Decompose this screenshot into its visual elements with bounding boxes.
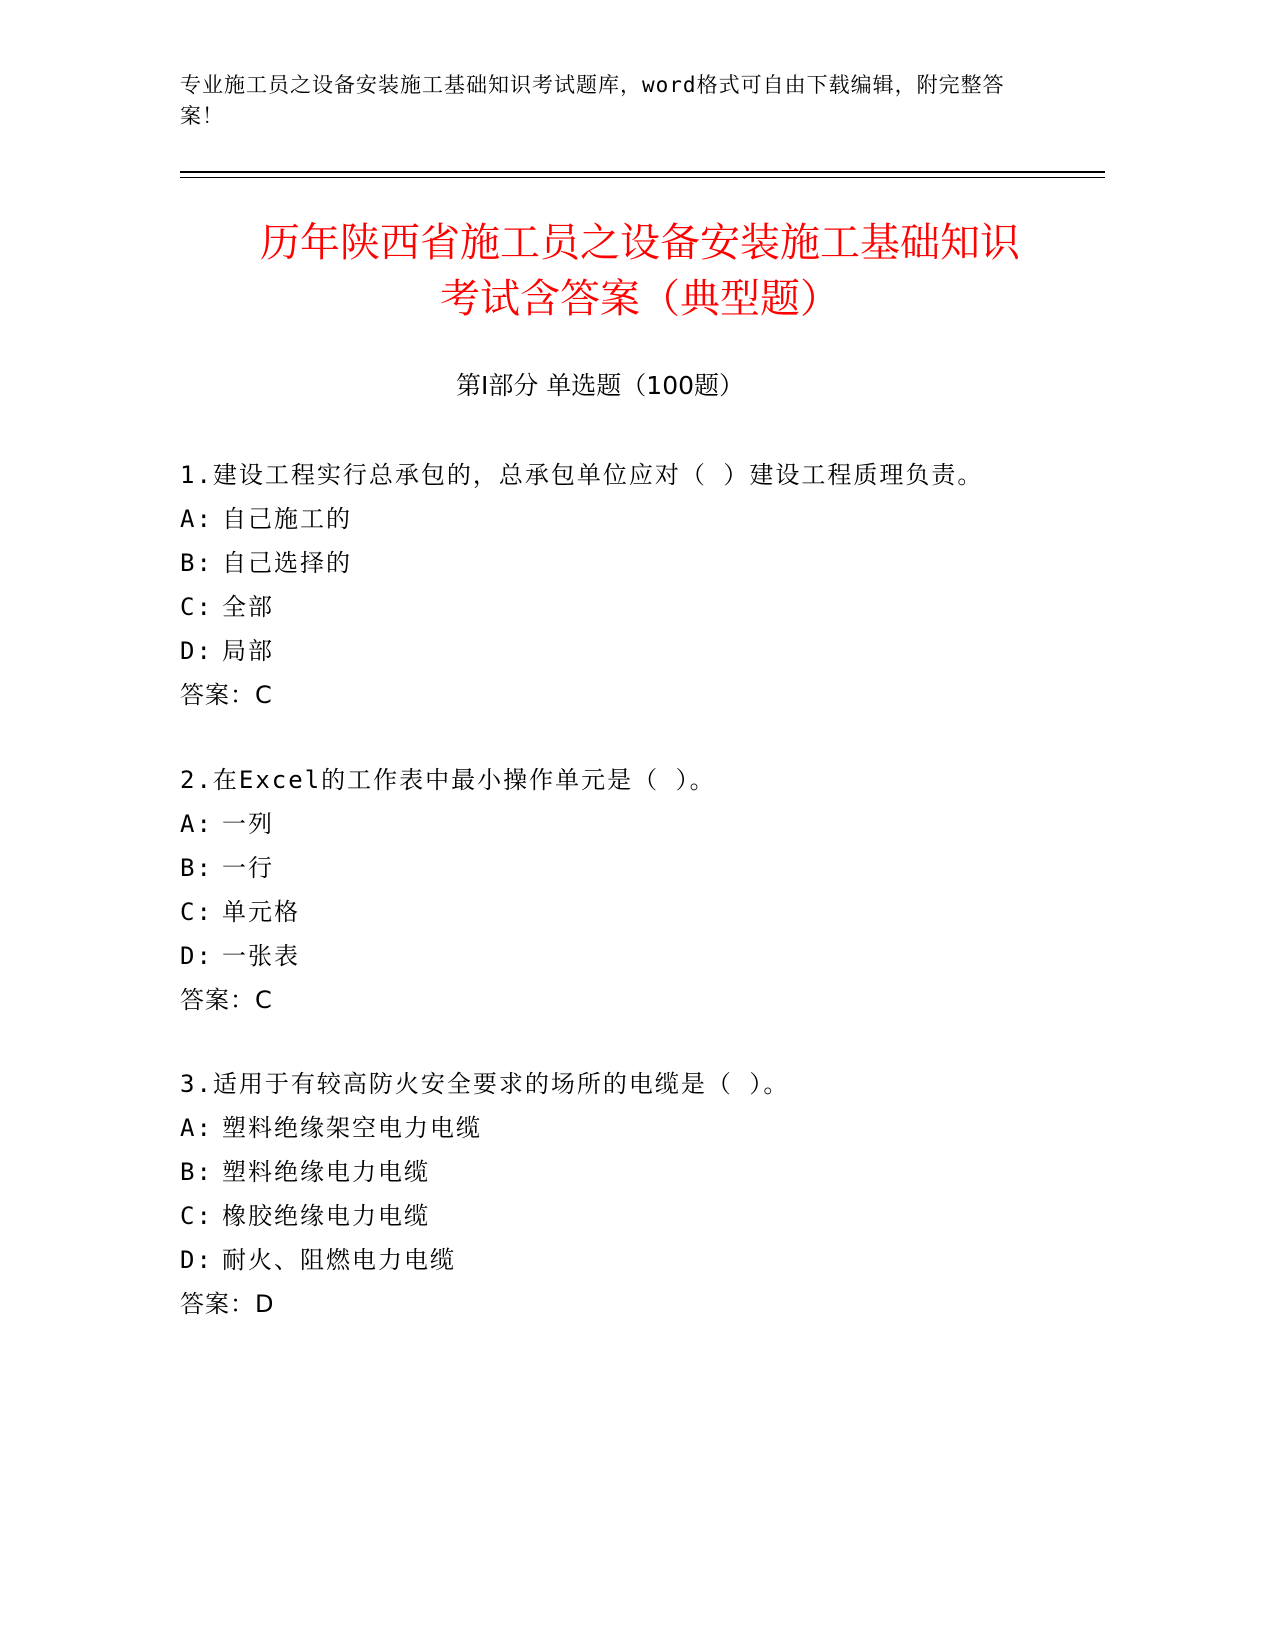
option-text: 一列 xyxy=(222,810,274,838)
option-b xyxy=(180,846,1100,890)
option-letter: C: xyxy=(180,898,213,926)
question-stem: 2.在Excel的工作表中最小操作单元是（ ）。 xyxy=(180,766,716,794)
option-text: 耐火、阻燃电力电缆 xyxy=(222,1246,456,1274)
option-c xyxy=(180,585,1100,629)
answer-line: 答案：D xyxy=(180,1290,275,1318)
option-letter: B: xyxy=(180,549,213,577)
document-title xyxy=(140,215,1140,327)
option-a xyxy=(180,1106,1100,1150)
option-text: 一张表 xyxy=(222,942,300,970)
option-letter: B: xyxy=(180,1158,213,1186)
option-text: 全部 xyxy=(222,593,274,621)
option-b xyxy=(180,1150,1100,1194)
option-d xyxy=(180,1238,1100,1282)
option-letter: D: xyxy=(180,637,213,665)
question-stem: 3.适用于有较高防火安全要求的场所的电缆是（ ）。 xyxy=(180,1070,790,1098)
option-text: 塑料绝缘电力电缆 xyxy=(222,1158,430,1186)
title-line-1: 历年陕西省施工员之设备安装施工基础知识 xyxy=(260,220,1020,266)
option-b xyxy=(180,541,1100,585)
option-letter: C: xyxy=(180,1202,213,1230)
header-note: 专业施工员之设备安装施工基础知识考试题库，word格式可自由下载编辑，附完整答案！ xyxy=(180,73,1005,128)
option-a xyxy=(180,802,1100,846)
question-2 xyxy=(180,758,1100,1022)
option-letter: D: xyxy=(180,1246,213,1274)
option-c xyxy=(180,890,1100,934)
option-text: 局部 xyxy=(222,637,274,665)
option-letter: D: xyxy=(180,942,213,970)
option-text: 塑料绝缘架空电力电缆 xyxy=(222,1114,482,1142)
option-text: 自己选择的 xyxy=(222,549,352,577)
option-letter: A: xyxy=(180,1114,213,1142)
question-stem: 1.建设工程实行总承包的，总承包单位应对（ ）建设工程质理负责。 xyxy=(180,461,984,489)
option-text: 橡胶绝缘电力电缆 xyxy=(222,1202,430,1230)
option-text: 自己施工的 xyxy=(222,505,352,533)
option-c xyxy=(180,1194,1100,1238)
option-a xyxy=(180,497,1100,541)
option-letter: C: xyxy=(180,593,213,621)
option-letter: A: xyxy=(180,810,213,838)
option-letter: A: xyxy=(180,505,213,533)
option-letter: B: xyxy=(180,854,213,882)
option-text: 单元格 xyxy=(222,898,300,926)
header-divider-thick xyxy=(180,171,1105,173)
answer-line: 答案：C xyxy=(180,986,273,1014)
option-d xyxy=(180,629,1100,673)
header-divider-thin xyxy=(180,177,1105,178)
option-text: 一行 xyxy=(222,854,274,882)
question-3 xyxy=(180,1062,1100,1326)
title-line-2: 考试含答案（典型题） xyxy=(440,276,840,322)
section-heading: 第Ⅰ部分 单选题（100题） xyxy=(455,371,745,400)
question-1 xyxy=(180,453,1100,717)
answer-line: 答案：C xyxy=(180,681,273,709)
option-d xyxy=(180,934,1100,978)
